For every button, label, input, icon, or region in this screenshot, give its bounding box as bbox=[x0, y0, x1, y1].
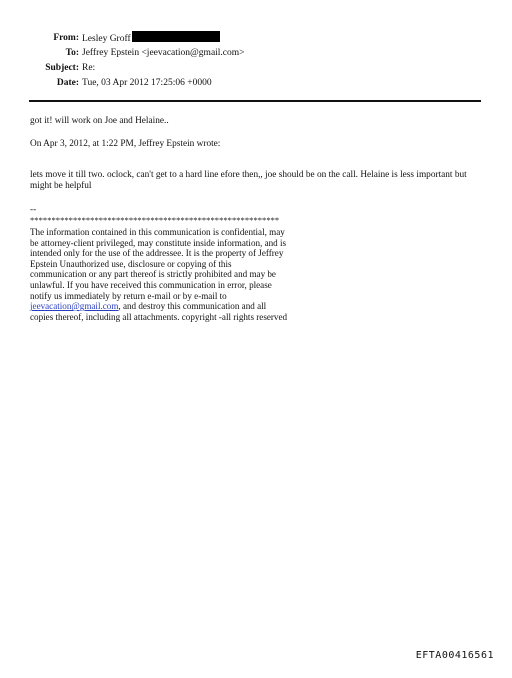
sig-dash: -- bbox=[30, 205, 37, 215]
from-label: From: bbox=[53, 33, 79, 43]
redaction-box bbox=[132, 31, 220, 42]
disclaimer-text-1: The information contained in this communication is confidential, may be attorney-client privileged, may constitute inside information, and is intended only for the use of the addressee. It is the property of Jeffrey Epstein Unauthorized use, disclosure or copying of this communication or any part thereof is strictly prohibited and may be unlawful. If you have received this communication in error, please notify us immediately by return e-mail or by e-mail to bbox=[30, 227, 287, 301]
date-value: Tue, 03 Apr 2012 17:25:06 +0000 bbox=[82, 78, 212, 88]
to-value: Jeffrey Epstein <jeevacation@gmail.com> bbox=[82, 48, 245, 58]
to-row bbox=[0, 46, 512, 61]
subject-value: Re: bbox=[82, 63, 96, 73]
subject-row bbox=[0, 61, 512, 76]
to-label: To: bbox=[65, 48, 79, 58]
signature-separator bbox=[30, 206, 350, 225]
email-header bbox=[0, 31, 512, 91]
confidentiality-disclaimer bbox=[30, 227, 290, 322]
quoted-message: lets move it till two. oclock, can't get to a hard line efore then,, joe should be on the call. Helaine is less important but might be helpful bbox=[30, 170, 467, 191]
disclaimer-text-2: , and destroy this communication and all copies thereof, including all attachments. copyright -all rights reserved bbox=[30, 301, 288, 322]
header-divider bbox=[29, 100, 481, 102]
quote-attribution: On Apr 3, 2012, at 1:22 PM, Jeffrey Epstein wrote: bbox=[30, 139, 221, 149]
subject-label: Subject: bbox=[45, 63, 79, 73]
bates-stamp: EFTA00416561 bbox=[415, 650, 494, 661]
stars-divider: ********************************************************** bbox=[30, 215, 280, 225]
email-link[interactable]: jeevacation@gmail.com bbox=[30, 301, 119, 312]
from-row bbox=[0, 31, 512, 46]
date-label: Date: bbox=[56, 78, 79, 88]
from-value: Lesley Groff bbox=[82, 34, 131, 44]
reply-text: got it! will work on Joe and Helaine.. bbox=[30, 116, 169, 126]
date-row bbox=[0, 76, 512, 91]
